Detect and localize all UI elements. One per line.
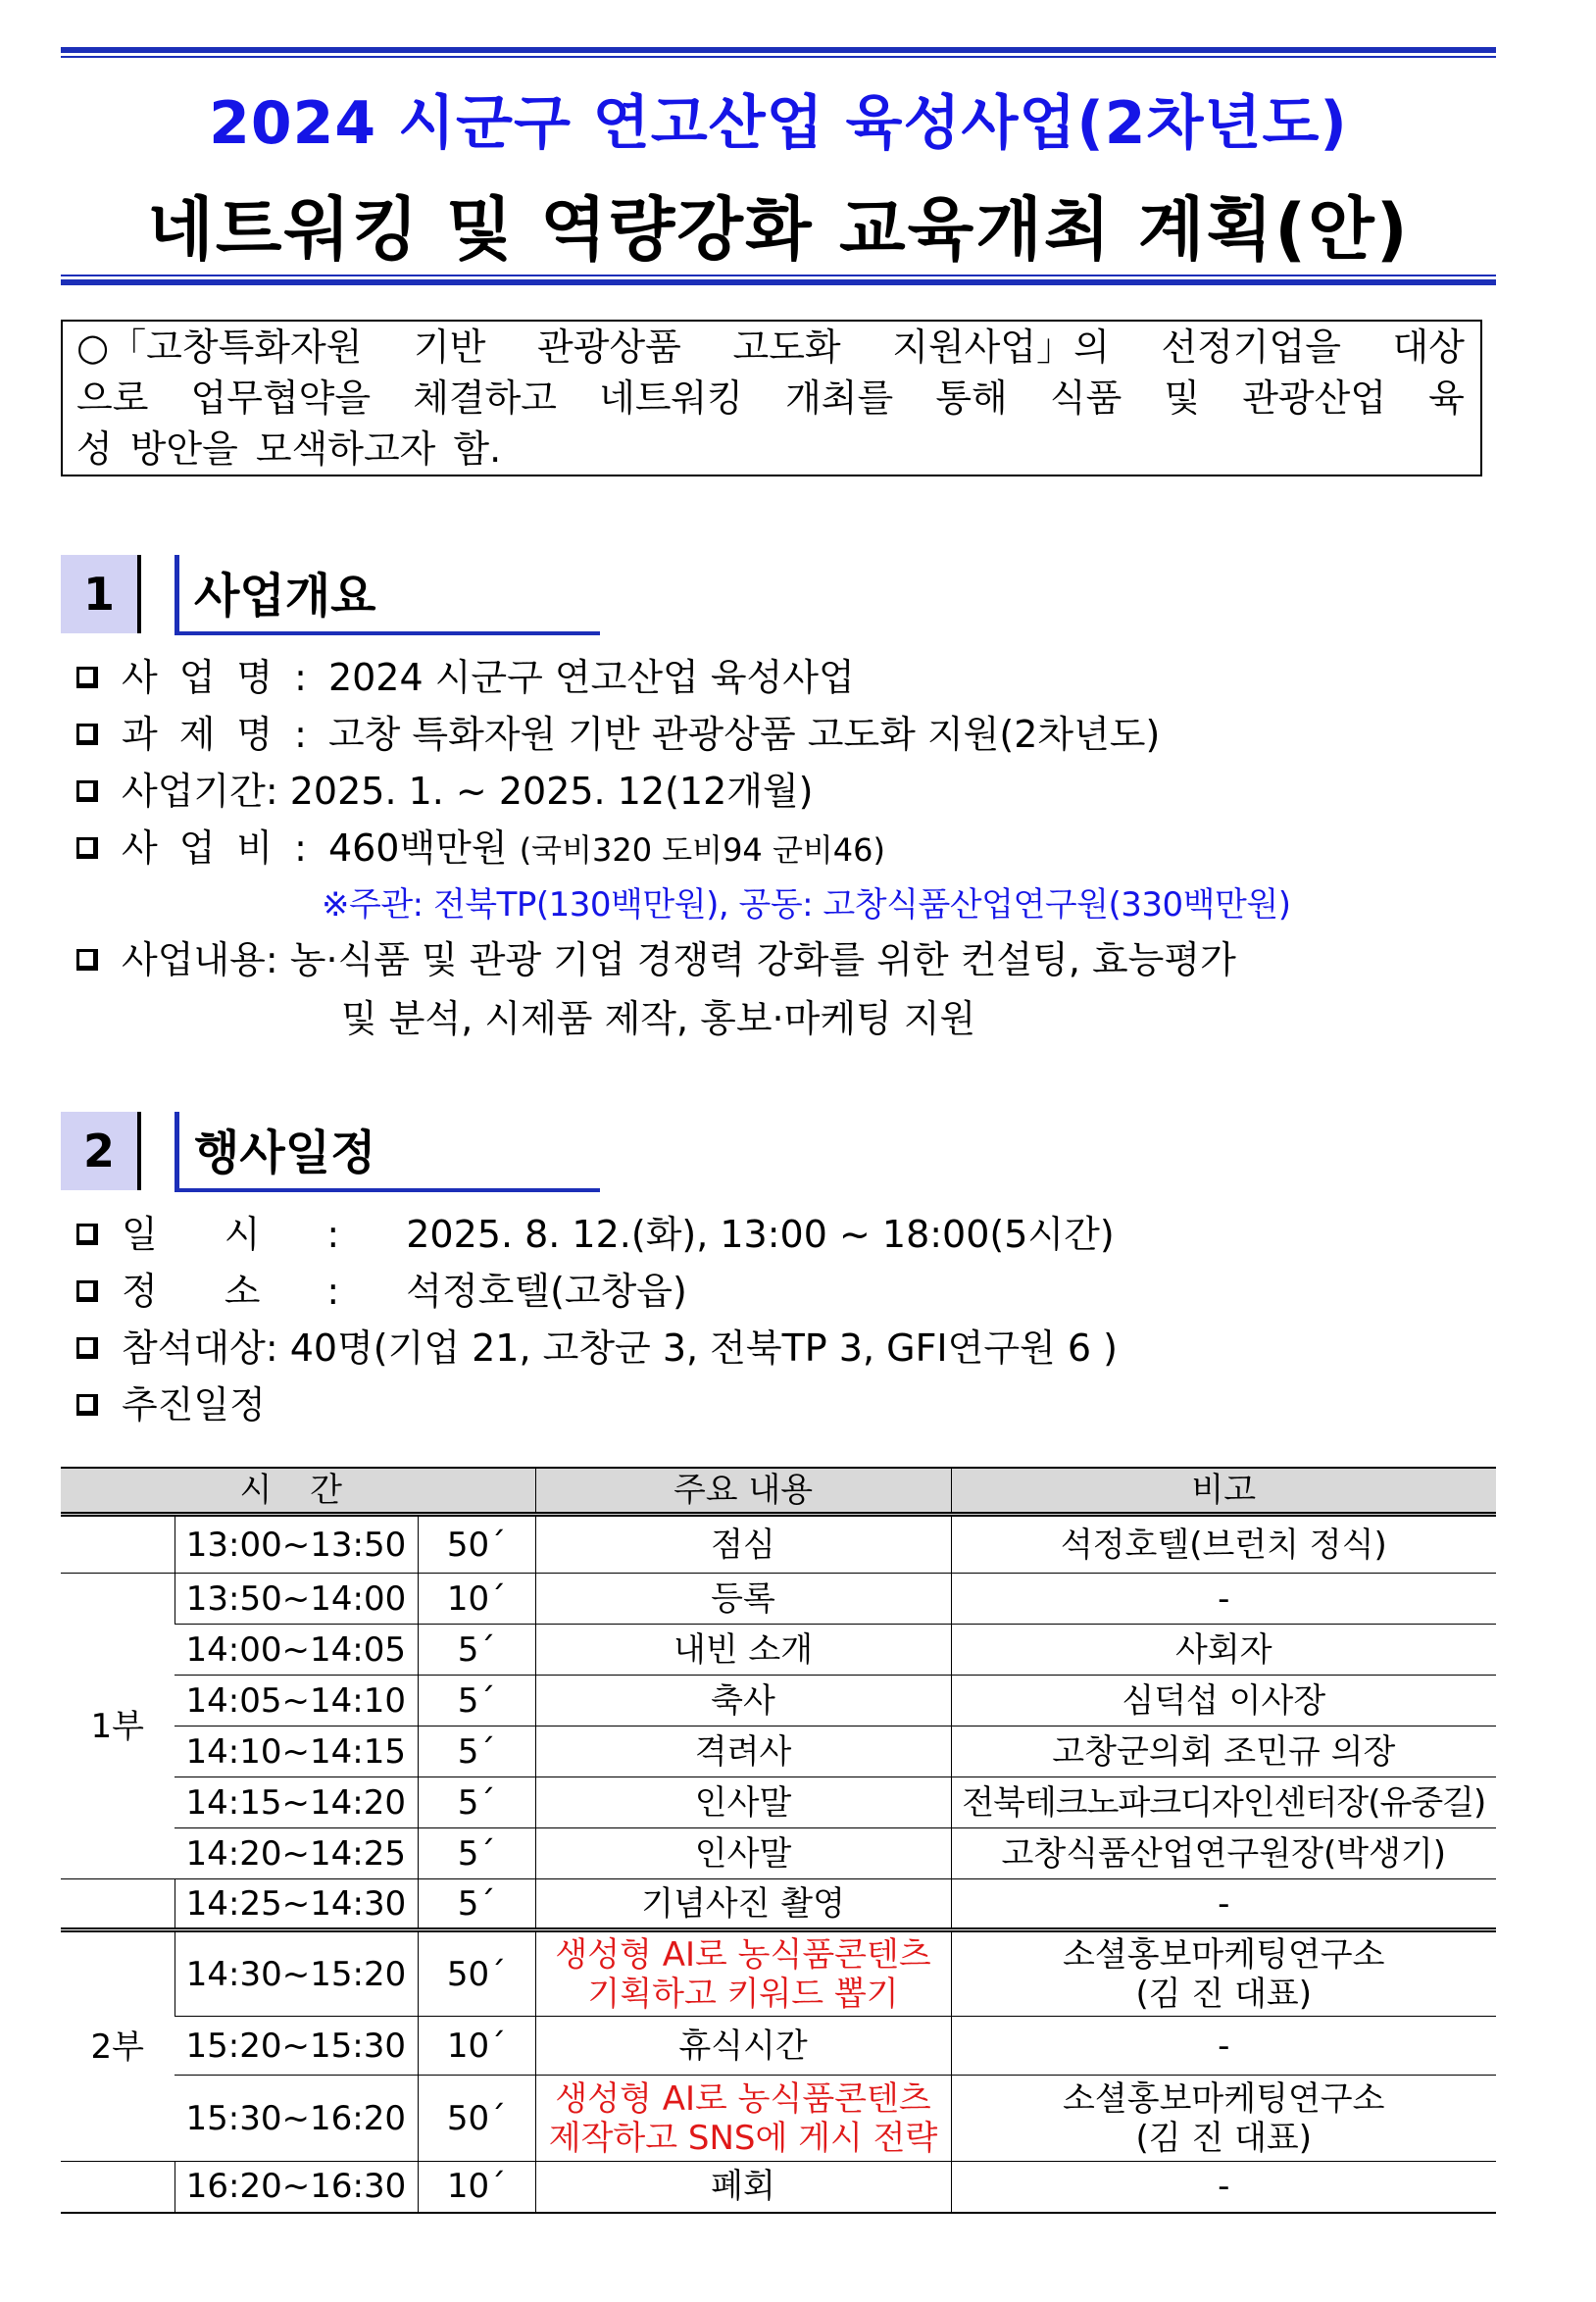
intro-word: 개최를 [785, 376, 894, 420]
header-rule-bottom [61, 279, 1496, 285]
content-cell-highlight [535, 2076, 951, 2162]
part-cell-empty [61, 2162, 175, 2213]
intro-line-3 [76, 424, 1465, 475]
intro-word: 업무협약을 [190, 376, 372, 420]
time-cell: 14:05~14:10 [175, 1676, 418, 1726]
table-row [61, 1574, 1496, 1625]
item-value: 40명(기업 21, 고창군 3, 전북TP 3, GFI연구원 6 ) [289, 1326, 1118, 1370]
time-cell: 14:25~14:30 [175, 1879, 418, 1930]
content-cell: 격려사 [535, 1726, 951, 1777]
intro-word: 모색하고자 [255, 427, 436, 471]
table-row [61, 2017, 1496, 2076]
intro-word: 관광상품 [537, 325, 681, 369]
time-cell: 15:20~15:30 [175, 2017, 418, 2076]
part-cell-empty [61, 1515, 175, 1574]
intro-line-2 [76, 373, 1465, 424]
duration-cell: 10´ [418, 2162, 535, 2213]
time-cell: 14:20~14:25 [175, 1828, 418, 1879]
item-value: 고창 특화자원 기반 관광상품 고도화 지원(2차년도) [327, 713, 1161, 756]
item-content-line2: 및 분석, 시제품 제작, 홍보·마케팅 지원 [341, 997, 976, 1040]
duration-cell: 5´ [418, 1676, 535, 1726]
duration-cell: 5´ [418, 1726, 535, 1777]
checkbox-bullet-icon [76, 724, 98, 745]
item-label: 정소: [122, 1270, 407, 1313]
section-2-underline [175, 1188, 600, 1192]
duration-cell: 50´ [418, 2076, 535, 2162]
intro-line-1 [76, 322, 1465, 373]
note-cell: 고창식품산업연구원장(박생기) [951, 1828, 1496, 1879]
part-cell-empty [61, 1879, 175, 1930]
table-row [61, 2076, 1496, 2162]
item-project-name [76, 651, 855, 704]
content-cell: 인사말 [535, 1828, 951, 1879]
checkbox-bullet-icon [76, 1394, 98, 1416]
header-time: 시 간 [61, 1468, 535, 1515]
intro-word: 선정기업을 [1161, 325, 1341, 369]
intro-word: 관광산업 [1242, 376, 1387, 420]
table-row [61, 1777, 1496, 1828]
item-period [76, 765, 814, 818]
duration-cell: 5´ [418, 1828, 535, 1879]
content-cell: 등록 [535, 1574, 951, 1625]
time-cell: 14:15~14:20 [175, 1777, 418, 1828]
time-cell: 15:30~16:20 [175, 2076, 418, 2162]
content-cell: 축사 [535, 1676, 951, 1726]
table-row [61, 1879, 1496, 1930]
note-cell: 전북테크노파크디자인센터장(유중길) [951, 1777, 1496, 1828]
table-row [61, 1515, 1496, 1574]
item-cost-detail: (국비320 도비94 군비46) [519, 831, 885, 869]
intro-word: 방안을 [129, 427, 238, 471]
note-cell: - [951, 1879, 1496, 1930]
table-header-row [61, 1468, 1496, 1515]
intro-word: 네트워킹 [599, 376, 743, 420]
title-line-1: 2024 시군구 연고산업 육성사업(2차년도) [209, 89, 1348, 158]
note-line: (김 진 대표) [1135, 1974, 1313, 2014]
section-1-bar [175, 555, 179, 633]
time-cell: 13:00~13:50 [175, 1515, 418, 1574]
note-line: 소셜홍보마케팅연구소 [1063, 2078, 1385, 2119]
item-label: 일시: [122, 1213, 407, 1256]
intro-word: 함. [453, 427, 502, 471]
content-cell: 점심 [535, 1515, 951, 1574]
item-cost [76, 822, 885, 876]
checkbox-bullet-icon [76, 667, 98, 688]
item-value: 2025. 1. ~ 2025. 12(12개월) [289, 770, 814, 813]
note-cell: 사회자 [951, 1625, 1496, 1676]
section-2-divider [137, 1112, 141, 1190]
note-cell: 고창군의회 조민규 의장 [951, 1726, 1496, 1777]
item-attendees [76, 1322, 1118, 1375]
intro-word: 대상 [1392, 325, 1465, 369]
content-cell: 인사말 [535, 1777, 951, 1828]
item-label: 사업내용: [122, 938, 278, 981]
time-cell: 14:30~15:20 [175, 1930, 418, 2017]
note-cell: - [951, 2162, 1496, 2213]
content-cell-highlight [535, 1930, 951, 2017]
time-cell: 14:10~14:15 [175, 1726, 418, 1777]
time-cell: 16:20~16:30 [175, 2162, 418, 2213]
time-cell: 13:50~14:00 [175, 1574, 418, 1625]
note-cell: 심덕섭 이사장 [951, 1676, 1496, 1726]
time-cell: 14:00~14:05 [175, 1625, 418, 1676]
note-cell [951, 1930, 1496, 2017]
item-date [76, 1208, 1115, 1261]
section-2-number: 2 [61, 1112, 137, 1190]
note-cell: 석정호텔(브런치 정식) [951, 1515, 1496, 1574]
duration-cell: 10´ [418, 2017, 535, 2076]
item-value: 2024 시군구 연고산업 육성사업 [327, 656, 855, 699]
content-cell: 휴식시간 [535, 2017, 951, 2076]
header-rule-bottom-thin [61, 275, 1496, 276]
intro-word: 식품 [1049, 376, 1122, 420]
item-content [76, 933, 1236, 986]
item-place [76, 1265, 687, 1318]
item-label: 사업명: [122, 656, 328, 699]
intro-word: 및 [1164, 376, 1201, 420]
duration-cell: 5´ [418, 1625, 535, 1676]
title-line-2: 네트워킹 및 역량강화 교육개최 계획(안) [147, 189, 1410, 270]
intro-word: 으로 [76, 376, 149, 420]
note-cell: - [951, 2017, 1496, 2076]
content-line: 기획하고 키워드 뽑기 [587, 1974, 899, 2014]
note-cell [951, 2076, 1496, 2162]
intro-word: 고도화 [732, 325, 841, 369]
section-1-title: 사업개요 [194, 569, 376, 624]
item-label: 사업비: [122, 826, 328, 870]
content-cell: 기념사진 촬영 [535, 1879, 951, 1930]
schedule-table [61, 1467, 1496, 2214]
duration-cell: 50´ [418, 1930, 535, 2017]
table-row [61, 1676, 1496, 1726]
header-note: 비고 [951, 1468, 1496, 1515]
header-rule-top [61, 47, 1496, 53]
item-value: 460백만원 [327, 826, 508, 870]
checkbox-bullet-icon [76, 780, 98, 802]
header-content: 주요 내용 [535, 1468, 951, 1515]
item-value: 농·식품 및 관광 기업 경쟁력 강화를 위한 컨설팅, 효능평가 [289, 938, 1236, 981]
note-line: (김 진 대표) [1135, 2118, 1313, 2158]
checkbox-bullet-icon [76, 1280, 98, 1302]
item-label: 추진일정 [122, 1383, 266, 1426]
checkbox-bullet-icon [76, 949, 98, 971]
header-rule-top-thin [61, 56, 1496, 58]
duration-cell: 10´ [418, 1574, 535, 1625]
table-row [61, 1625, 1496, 1676]
item-label: 참석대상: [122, 1326, 278, 1370]
duration-cell: 5´ [418, 1879, 535, 1930]
intro-word: 체결하고 [413, 376, 558, 420]
item-value: 석정호텔(고창읍) [406, 1270, 687, 1313]
item-plan [76, 1378, 266, 1431]
section-1-underline [175, 631, 600, 635]
intro-word: ○「고창특화자원 [76, 325, 363, 369]
note-cell: - [951, 1574, 1496, 1625]
content-line: 제작하고 SNS에 게시 전략 [548, 2118, 938, 2158]
checkbox-bullet-icon [76, 1337, 98, 1359]
checkbox-bullet-icon [76, 837, 98, 859]
item-cost-note: ※주관: 전북TP(130백만원), 공동: 고창식품산업연구원(330백만원) [322, 885, 1291, 925]
section-1-divider [137, 555, 141, 633]
section-2-bar [175, 1112, 179, 1190]
content-cell: 내빈 소개 [535, 1625, 951, 1676]
duration-cell: 5´ [418, 1777, 535, 1828]
item-label: 사업기간: [122, 770, 278, 813]
intro-word: 성 [76, 427, 113, 471]
duration-cell: 50´ [418, 1515, 535, 1574]
table-row [61, 1726, 1496, 1777]
intro-word: 지원사업」의 [892, 325, 1110, 369]
intro-word: 기반 [414, 325, 486, 369]
content-line: 생성형 AI로 농식품콘텐츠 [555, 2078, 931, 2119]
intro-word: 육 [1428, 376, 1465, 420]
note-line: 소셜홍보마케팅연구소 [1063, 1934, 1385, 1975]
item-task-name [76, 708, 1160, 761]
table-row [61, 1930, 1496, 2017]
intro-box [61, 320, 1482, 476]
table-row [61, 2162, 1496, 2213]
content-cell: 폐회 [535, 2162, 951, 2213]
content-line: 생성형 AI로 농식품콘텐츠 [555, 1934, 931, 1975]
table-row [61, 1828, 1496, 1879]
section-2-title: 행사일정 [194, 1126, 376, 1180]
checkbox-bullet-icon [76, 1224, 98, 1245]
part-1-label: 1부 [61, 1574, 175, 1879]
intro-word: 통해 [935, 376, 1008, 420]
item-label: 과제명: [122, 713, 328, 756]
item-value: 2025. 8. 12.(화), 13:00 ~ 18:00(5시간) [406, 1213, 1115, 1256]
section-1-number: 1 [61, 555, 137, 633]
part-2-label: 2부 [61, 1930, 175, 2162]
